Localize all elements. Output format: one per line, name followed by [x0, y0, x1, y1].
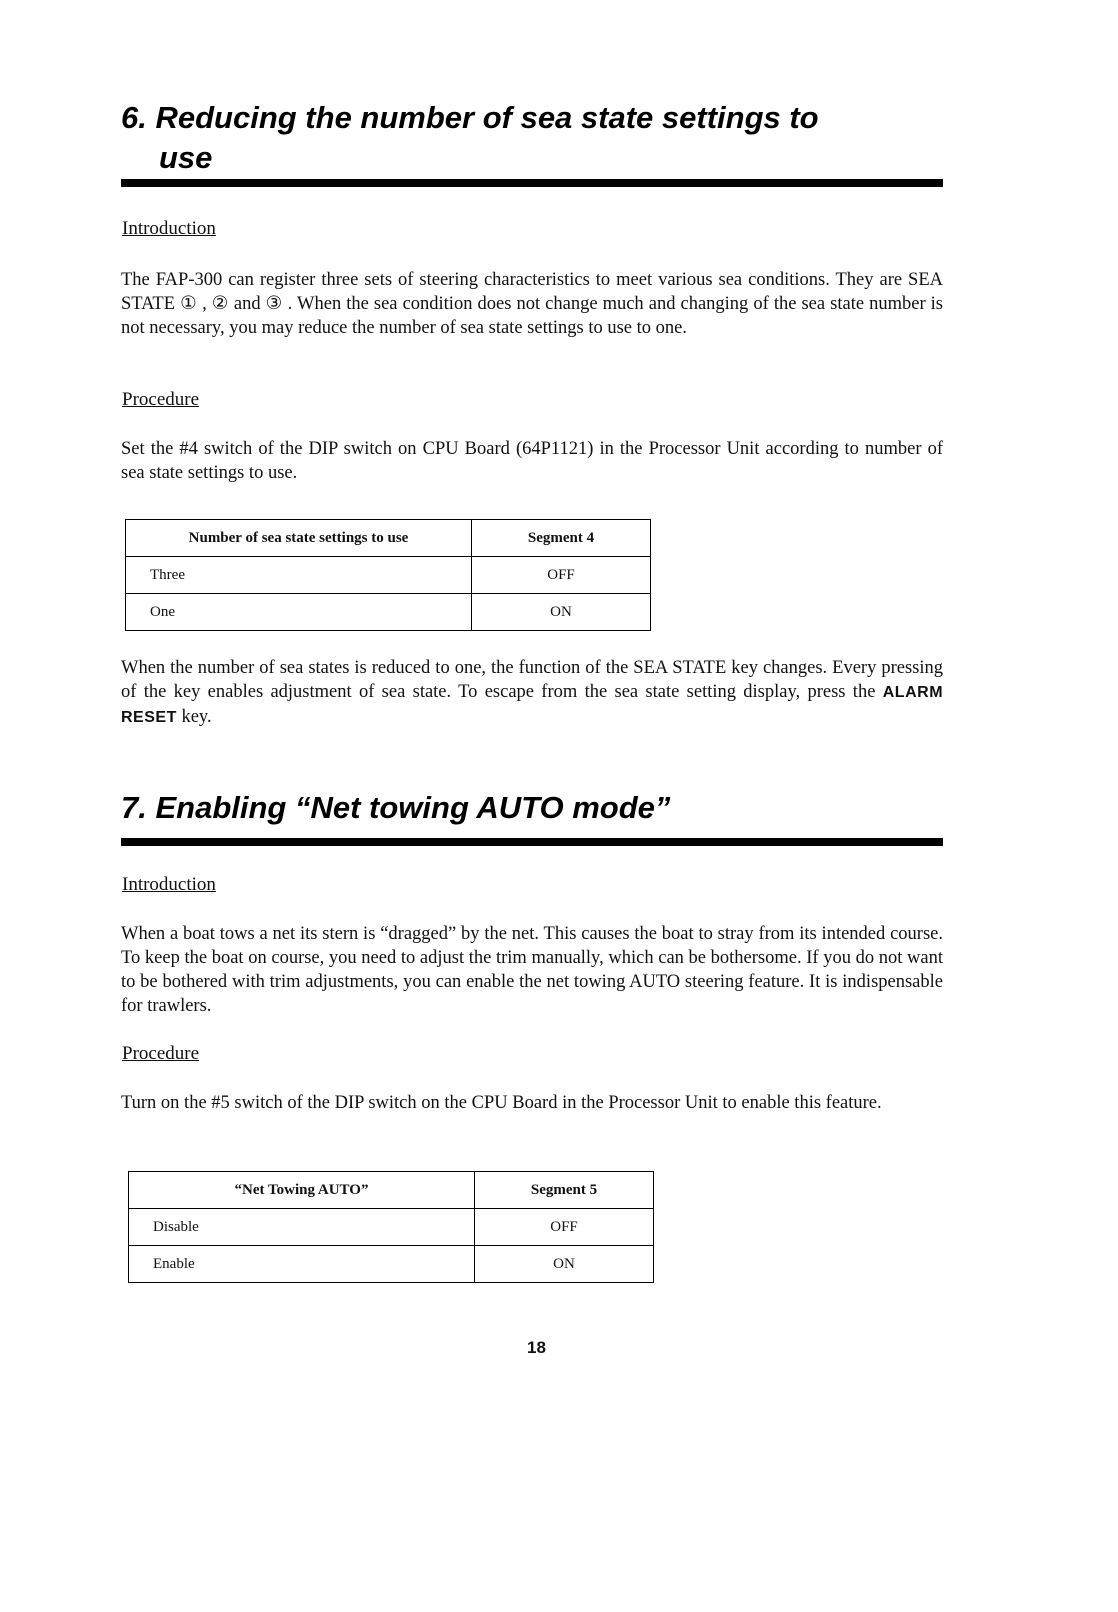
- table-header-cell: Number of sea state settings to use: [126, 520, 472, 557]
- section-6: [121, 98, 951, 178]
- section-6-title-line2: use: [159, 140, 213, 175]
- alarm-reset-key: ALARM RESET: [121, 684, 944, 726]
- table-cell: Enable: [129, 1246, 475, 1283]
- table-header-cell: Segment 5: [475, 1172, 654, 1209]
- table-row: [129, 1209, 654, 1246]
- table-header-cell: Segment 4: [472, 520, 651, 557]
- section-7-procedure-heading: Procedure: [122, 1043, 200, 1064]
- section-7-procedure-text: Turn on the #5 switch of the DIP switch on the CPU Board in the Processor Unit to enable this feature.: [121, 1093, 882, 1113]
- section-6-title-line1: 6. Reducing the number of sea state settings to: [121, 100, 819, 135]
- table-cell: ON: [472, 594, 651, 631]
- section-6-procedure-text: Set the #4 switch of the DIP switch on CPU Board (64P1121) in the Processor Unit according to number of sea state settings to use.: [121, 439, 943, 483]
- table-row: [129, 1246, 654, 1283]
- section-7-rule: [121, 838, 943, 846]
- section-6-title: [121, 98, 951, 178]
- table-cell: Three: [126, 557, 472, 594]
- section-7-intro-text: When a boat tows a net its stern is “dragged” by the net. This causes the boat to stray from its intended course. To keep the boat on course, you need to adjust the trim manually, which can be bothersome. If you do not want to be bothered with trim adjustments, you can enable the net towing AUTO steering feature. It is indispensable for trawlers.: [121, 924, 943, 1016]
- table-header-row: [129, 1172, 654, 1209]
- after-table-text-end: key.: [181, 707, 212, 727]
- segment-4-table: [125, 519, 651, 631]
- table-header-cell: “Net Towing AUTO”: [129, 1172, 475, 1209]
- table-cell: OFF: [472, 557, 651, 594]
- table-cell: One: [126, 594, 472, 631]
- table-header-row: [126, 520, 651, 557]
- after-table-text-start: When the number of sea states is reduced to one, the function of the SEA STATE key changes. Every pressing of the key enables adjustment of sea state. To escape from the sea state setting display, press the: [121, 658, 943, 702]
- section-7-title: 7. Enabling “Net towing AUTO mode”: [121, 790, 671, 825]
- table-cell: ON: [475, 1246, 654, 1283]
- section-6-intro-heading: Introduction: [122, 218, 216, 239]
- table-cell: OFF: [475, 1209, 654, 1246]
- page-number: 18: [527, 1338, 546, 1357]
- section-7-intro-heading: Introduction: [122, 874, 216, 895]
- section-6-after-table-text: [121, 656, 943, 730]
- section-6-intro-text: The FAP-300 can register three sets of steering characteristics to meet various sea conditions. They are SEA STATE ① , ② and ③ . When the sea condition does not change much and changing of the sea state number is not necessary, you may reduce the number of sea state settings to use to one.: [121, 270, 943, 338]
- section-6-rule: [121, 179, 943, 187]
- section-6-procedure-heading: Procedure: [122, 389, 200, 410]
- table-row: [126, 557, 651, 594]
- segment-5-table: [128, 1171, 654, 1283]
- table-row: [126, 594, 651, 631]
- table-cell: Disable: [129, 1209, 475, 1246]
